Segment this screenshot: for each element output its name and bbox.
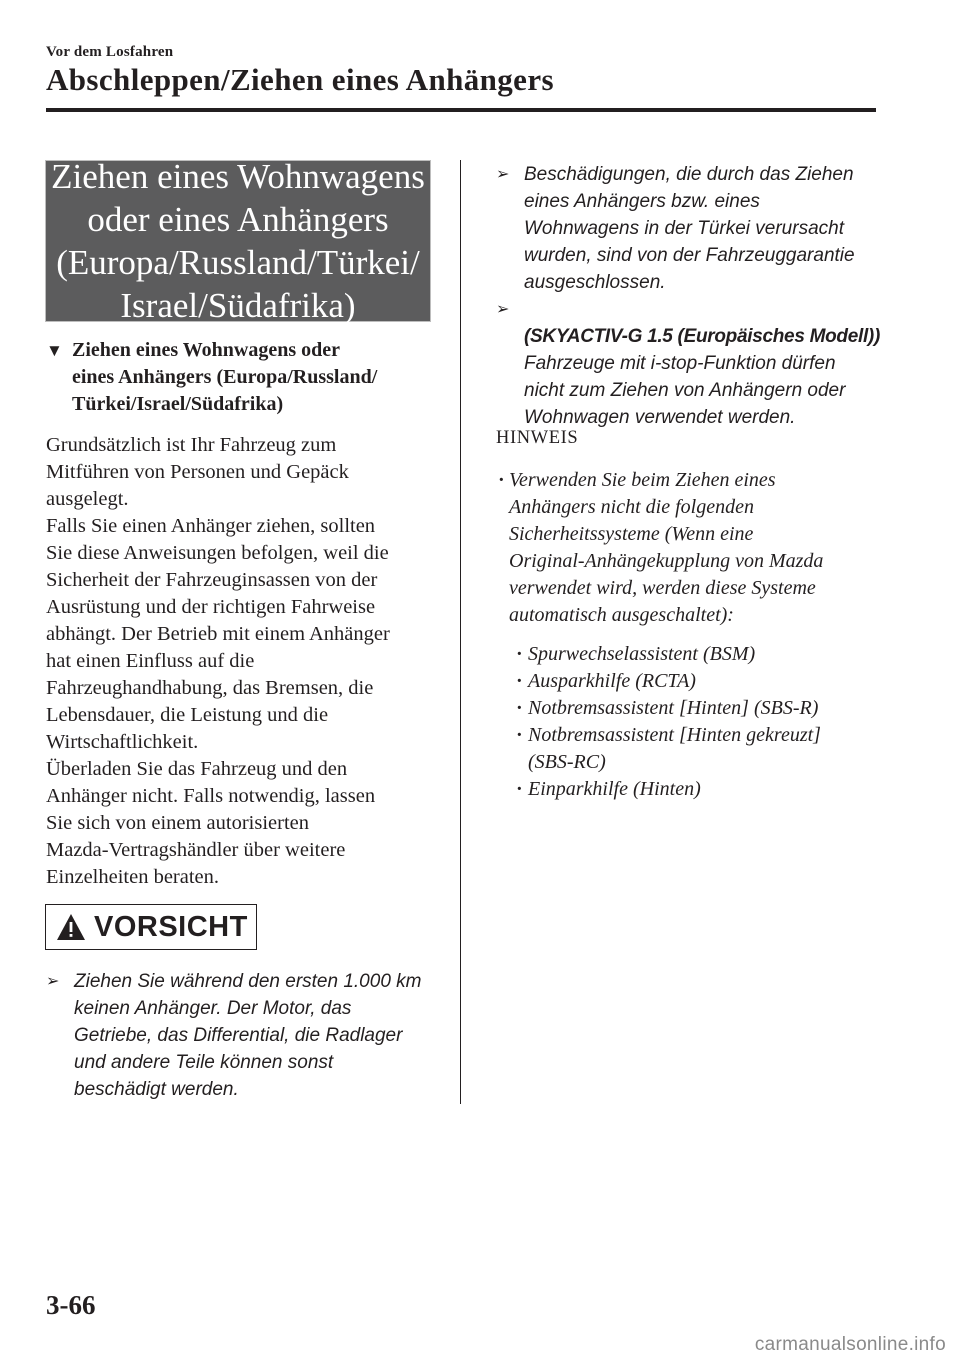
caution-item-heading: (SKYACTIV-G 1.5 (Europäisches Modell)) (524, 326, 880, 347)
note-text: Verwenden Sie beim Ziehen eines Anhängers nicht die folgenden Sicherheitssysteme (Wenn eine Original-Anhängekupplung von Mazda verwendet wird, werden diese Systeme automatisch ausgeschaltet): (509, 469, 824, 626)
section-title-box-text: Ziehen eines Wohnwagens oder eines Anhängers (Europa/Russland/Türkei/ Israel/Südafrika) (51, 157, 425, 325)
note-system-list (518, 641, 898, 803)
note-paragraph (498, 467, 899, 629)
page-number: 3-66 (46, 1290, 96, 1320)
sub-heading (46, 337, 436, 418)
caution-item-text: Ziehen Sie während den ersten 1.000 km keinen Anhänger. Der Motor, das Getriebe, das Differential, die Radlager und andere Teile können sonst beschädigt werden. (74, 971, 422, 1100)
arrow-bullet-icon: ➢ (496, 166, 510, 183)
arrow-bullet-icon: ➢ (46, 973, 60, 990)
note-label: HINWEIS (496, 428, 579, 448)
list-item: · Notbremsassistent [Hinten gekreuzt] (SBS-RC) (518, 722, 898, 776)
caution-box (45, 904, 257, 950)
section-title: Abschleppen/Ziehen eines Anhängers (46, 62, 554, 97)
column-divider (460, 160, 461, 1104)
list-item: · Notbremsassistent [Hinten] (SBS-R) (518, 695, 898, 722)
caution-item-text: Beschädigungen, die durch das Ziehen eines Anhängers bzw. eines Wohnwagens in der Türkei verursacht wurden, sind von der Fahrzeuggarantie ausgeschlossen. (524, 164, 855, 293)
caution-label: VORSICHT (94, 910, 248, 943)
section-title-box (45, 157, 431, 325)
dot-bullet-icon: · (498, 469, 505, 491)
arrow-bullet-icon: ➢ (496, 301, 510, 318)
list-item: · Ausparkhilfe (RCTA) (518, 668, 898, 695)
caution-item (496, 161, 896, 296)
list-item: · Spurwechselassistent (BSM) (518, 641, 898, 668)
down-triangle-icon: ▼ (46, 341, 63, 360)
header-rule (46, 108, 876, 112)
caution-item (46, 968, 446, 1103)
warning-triangle-icon (56, 913, 86, 941)
caution-item-text: Fahrzeuge mit i-stop-Funktion dürfen nicht zum Ziehen von Anhängern oder Wohnwagen verwendet werden. (524, 353, 846, 428)
body-paragraph: Grundsätzlich ist Ihr Fahrzeug zum Mitführen von Personen und Gepäck ausgelegt. Falls Sie einen Anhänger ziehen, sollten Sie diese Anweisungen befolgen, weil die Sicherheit der Fahrzeuginsassen von der Ausrüstung und der richtigen Fahrweise abhängt. Der Betrieb mit einem Anhänger hat einen Einfluss auf die Fahrzeughandhabung, das Bremsen, die Lebensdauer, die Leistung und die Wirtschaftlichkeit. Überladen Sie das Fahrzeug und den Anhänger nicht. Falls notwendig, lassen Sie sich von einem autorisierten Mazda-Vertragshändler über weitere Einzelheiten beraten. (46, 434, 390, 888)
list-item: · Einparkhilfe (Hinten) (518, 776, 898, 803)
chapter-label: Vor dem Losfahren (46, 44, 174, 60)
sub-heading-text: Ziehen eines Wohnwagens oder eines Anhängers (Europa/Russland/ Türkei/Israel/Südafrika) (72, 339, 378, 415)
watermark: carmanualsonline.info (754, 1334, 946, 1355)
